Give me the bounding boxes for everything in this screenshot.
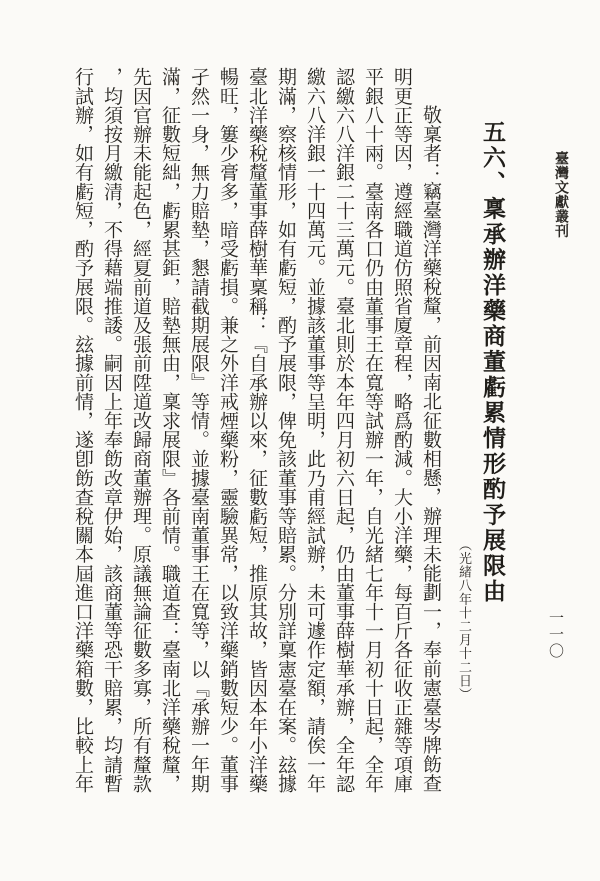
- body-column: 行試辦，如有虧短，酌予展限。玆據前情，遂卽飭查稅關本屆進口洋藥箱數，比較上年: [72, 67, 93, 793]
- body-column: 平銀八十兩。臺南各口仍由董事王在寬等試辦一年，自光緒七年十一月初十日起，全年: [362, 67, 383, 793]
- body-column: ，均須按月繳清，不得藉端推諉。嗣因上年奉飭改章伊始，該商董等恐干賠累，均請暫: [101, 67, 122, 793]
- document-title: 五六、稟承辦洋藥商董虧累情形酌予展限由: [480, 120, 505, 605]
- body-text: [67, 67, 445, 805]
- body-column: 臺北洋藥稅釐董事薛樹華稟稱：『自承辦以來，征數虧短，推原其故，皆因本年小洋藥: [246, 67, 267, 793]
- body-column: 暢旺，簍少膏多，暗受虧損。兼之外洋戒煙藥粉，靈驗異常，以致洋藥銷數短少。董事: [217, 67, 238, 793]
- body-column: 先因官辦未能起色，經夏前道及張前陞道改歸商董辦理。原議無論征數多寡，所有釐款: [130, 67, 151, 793]
- body-column: 敬稟者：竊臺灣洋藥稅釐，前因南北征數相懸，辦理未能劃一，奉前憲臺岑牌飭查: [420, 105, 441, 793]
- body-column: 認繳六八洋銀二十三萬元。臺北則於本年四月初六日起，仍由董事薛樹華承辦，全年認: [333, 67, 354, 793]
- body-column: 孑然一身，無力賠墊，懇請截期展限』等情。並據臺南董事王在寬等，以『承辦一年期: [188, 67, 209, 793]
- page-number: 一一〇: [547, 610, 563, 660]
- body-column: 滿，征數短絀，虧累甚鉅，賠墊無由，稟求展限』各前情。職道查：臺南北洋藥稅釐，: [159, 67, 180, 793]
- running-head: 臺灣文獻叢刊: [553, 151, 568, 238]
- document-date-note: （光緒八年十二月十二日）: [457, 538, 472, 702]
- body-column: 期滿，察核情形，如有虧短，酌予展限，俾免該董事等賠累。分別詳稟憲臺在案。玆據: [275, 67, 296, 793]
- body-column: 明更正等因，遵經職道仿照省廈章程，略爲酌減。大小洋藥，每百斤各征收正雜等項庫: [391, 67, 412, 793]
- body-column: 繳六八洋銀一十四萬元。並據該董事等呈明，此乃甫經試辦，未可遽作定額，請俟一年: [304, 67, 325, 793]
